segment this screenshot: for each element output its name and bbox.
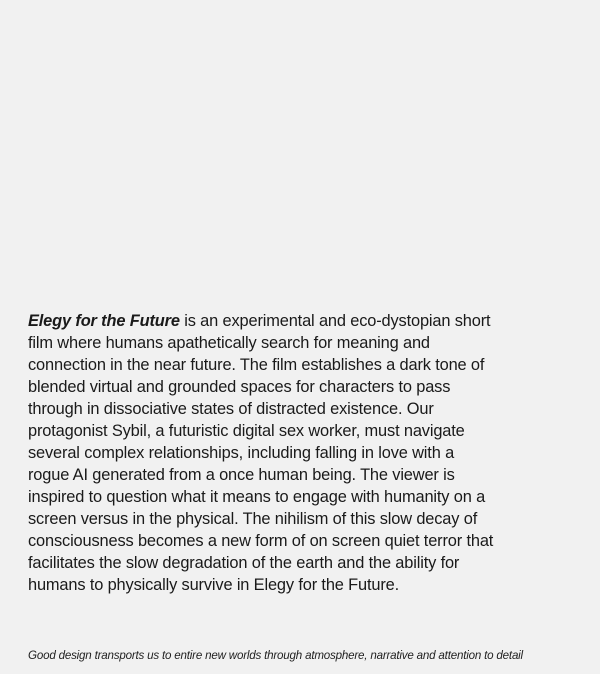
description-line: rogue AI generated from a once human being. The viewer is (28, 466, 455, 484)
description-line: through in dissociative states of distracted existence. Our (28, 400, 434, 418)
description-line: screen versus in the physical. The nihilism of this slow decay of (28, 510, 478, 528)
description-paragraph (28, 310, 588, 596)
description-line: humans to physically survive in Elegy for the Future. (28, 576, 400, 594)
description-line: inspired to question what it means to engage with humanity on a (28, 488, 486, 506)
description-line: protagonist Sybil, a futuristic digital sex worker, must navigate (28, 422, 465, 440)
film-title: Elegy for the Future (28, 312, 180, 330)
description-line: is an experimental and eco-dystopian short (179, 312, 491, 330)
description-line: blended virtual and grounded spaces for characters to pass (28, 378, 451, 396)
description-line: facilitates the slow degradation of the earth and the ability for (28, 554, 460, 572)
description-line: consciousness becomes a new form of on screen quiet terror that (28, 532, 494, 550)
description-line: connection in the near future. The film establishes a dark tone of (28, 356, 485, 374)
description-line: several complex relationships, including falling in love with a (28, 444, 455, 462)
tagline: Good design transports us to entire new worlds through atmosphere, narrative and attention to detail (28, 649, 523, 662)
description-line: film where humans apathetically search for meaning and (28, 334, 430, 352)
